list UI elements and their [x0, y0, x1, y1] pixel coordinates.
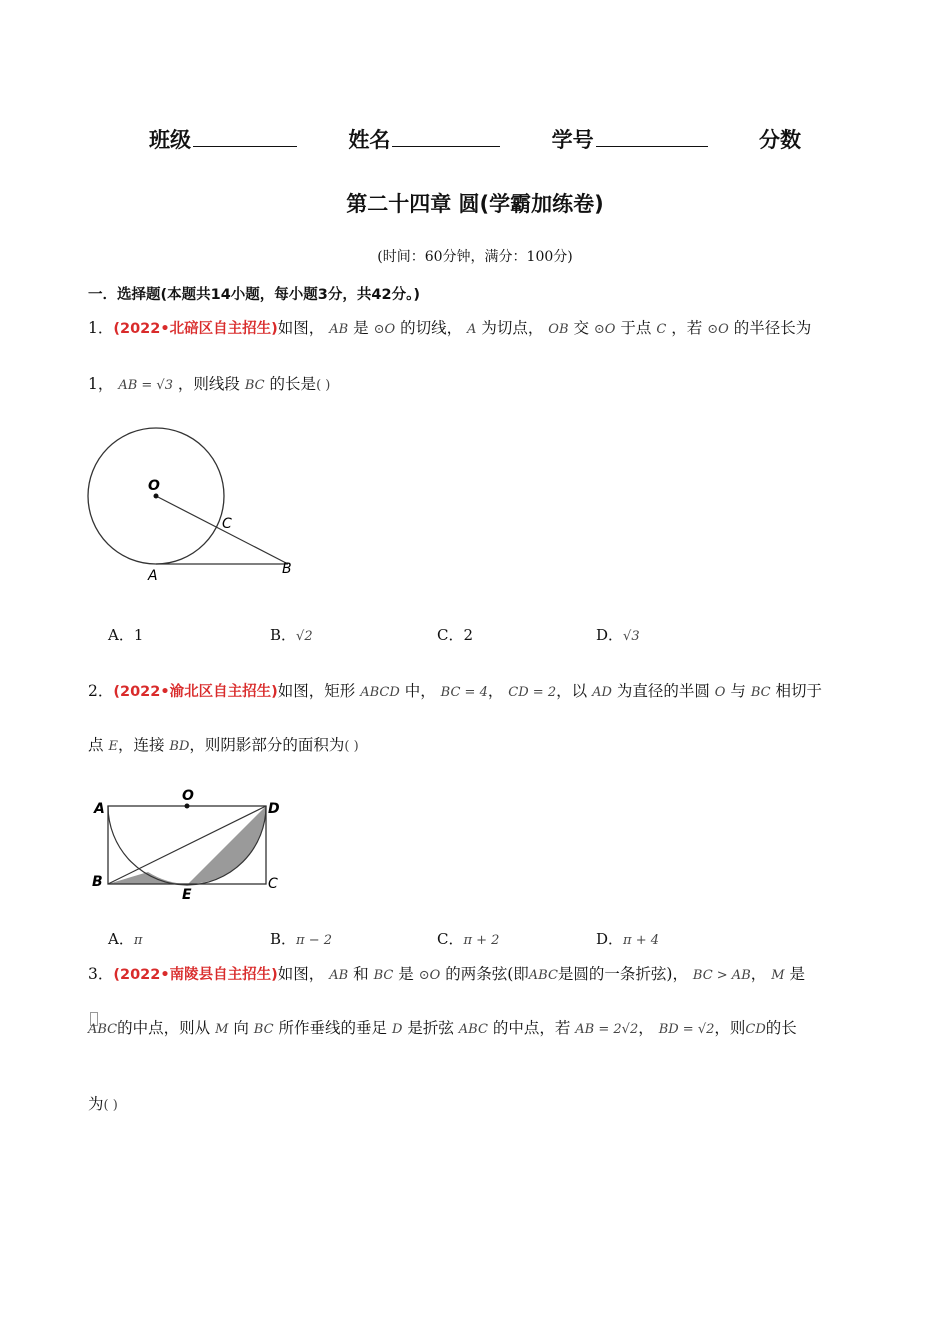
option-value: π + 4	[623, 933, 660, 948]
math-bc-gt-ab: BC > AB	[692, 968, 751, 983]
q2-text: ，	[487, 682, 504, 700]
q2-number: 2．	[88, 682, 114, 700]
q2-line-1	[88, 679, 822, 701]
math-d: D	[391, 1022, 403, 1037]
q2-text: 中，	[404, 682, 436, 700]
q1-option-d[interactable]	[596, 624, 640, 645]
label-a: A	[94, 801, 105, 817]
score-label: 分数	[758, 128, 801, 152]
center-dot	[185, 804, 190, 809]
q3-text: 的长	[765, 1019, 797, 1037]
math-abcd: ABCD	[360, 685, 400, 700]
class-blank	[193, 144, 297, 147]
option-label: C．	[437, 626, 464, 644]
number-blank	[596, 144, 708, 147]
math-cd: CD	[745, 1022, 766, 1037]
math-ad: AD	[592, 685, 612, 700]
option-value: π − 2	[296, 933, 333, 948]
q3-text: 的中点，若	[492, 1019, 571, 1037]
math-abc: ABC	[88, 1022, 118, 1037]
option-value: π	[133, 933, 143, 948]
math-e: E	[108, 739, 118, 754]
label-c: C	[268, 876, 278, 892]
math-bd: BD	[169, 739, 190, 754]
exam-meta: (时间：60分钟，满分：100分)	[377, 249, 573, 265]
q2-text: ，以	[556, 682, 588, 700]
q1-figure	[80, 420, 310, 590]
label-d: D	[268, 801, 280, 817]
q1-text: 的切线，	[400, 319, 463, 337]
option-label: A．	[108, 930, 134, 948]
math-bc: BC	[750, 685, 771, 700]
q3-text: 向	[233, 1019, 249, 1037]
math-o: O	[714, 685, 726, 700]
math-bc: BC	[244, 378, 265, 393]
q3-text: 和	[353, 965, 369, 983]
q3-text: 是圆的一条折弦)，	[557, 965, 688, 983]
q3-text: ，	[750, 965, 767, 983]
math-circle-o: ⊙O	[593, 322, 616, 337]
math-a: A	[467, 322, 477, 337]
q3-line-1	[88, 962, 805, 984]
q2-text: 如图，矩形	[277, 682, 356, 700]
q3-source: (2022•南陵县自主招生)	[113, 967, 278, 983]
q3-text: 是折弦	[407, 1019, 454, 1037]
option-value: √2	[296, 629, 313, 644]
q1-text: 如图，	[277, 319, 325, 337]
class-field[interactable]	[149, 128, 297, 152]
math-abc: ABC	[458, 1022, 488, 1037]
q3-text: ，	[638, 1019, 654, 1037]
option-label: B．	[270, 626, 297, 644]
q2-text: 点	[88, 736, 104, 754]
math-cd-eq: CD = 2	[508, 685, 557, 700]
option-value: √3	[623, 629, 640, 644]
math-ob: OB	[548, 322, 569, 337]
q2-text: ，则阴影部分的面积为	[189, 736, 345, 754]
math-circle-o: ⊙O	[373, 322, 396, 337]
q2-text: ，连接	[117, 736, 165, 754]
math-ab-eq: AB = √3	[118, 378, 173, 393]
q2-text: 相切于	[775, 682, 823, 700]
q3-number: 3．	[88, 965, 114, 983]
label-a: A	[148, 568, 158, 584]
math-bc: BC	[253, 1022, 274, 1037]
q1-text: 是	[353, 319, 369, 337]
option-value: 1	[133, 626, 144, 644]
q1-line-1	[88, 316, 811, 338]
q1-option-b[interactable]	[270, 624, 313, 645]
q1-option-a[interactable]	[108, 624, 143, 645]
q3-text: 如图，	[277, 965, 325, 983]
math-m: M	[771, 968, 785, 983]
label-c: C	[222, 516, 232, 532]
option-label: A．	[108, 626, 134, 644]
q1-text: 于点	[620, 319, 652, 337]
math-bd-eq: BD = √2	[658, 1022, 715, 1037]
q1-text: 为切点，	[481, 319, 544, 337]
q1-source: (2022•北碚区自主招生)	[113, 321, 278, 337]
q2-option-c[interactable]	[437, 928, 499, 949]
option-label: B．	[270, 930, 297, 948]
option-value: 2	[463, 626, 474, 644]
q1-text: 的长是	[269, 375, 317, 393]
math-c: C	[656, 322, 667, 337]
option-value: π + 2	[463, 933, 500, 948]
math-ab: AB	[329, 968, 349, 983]
option-label: D．	[596, 626, 624, 644]
option-label: D．	[596, 930, 624, 948]
name-label: 姓名	[348, 128, 391, 152]
math-ab: AB	[329, 322, 349, 337]
label-o: O	[182, 788, 194, 804]
option-label: C．	[437, 930, 464, 948]
score-field	[759, 128, 801, 152]
q1-text: ，则线段	[177, 375, 240, 393]
answer-blank[interactable]: ( )	[103, 1098, 118, 1113]
section-heading: 一．选择题(本题共14小题，每小题3分，共42分。)	[88, 287, 420, 303]
name-field[interactable]	[348, 128, 500, 152]
label-e: E	[182, 887, 192, 903]
q3-text: 是	[789, 965, 805, 983]
q3-text: 所作垂线的垂足	[278, 1019, 387, 1037]
shaded-segment-upper	[188, 806, 266, 884]
q2-figure	[86, 784, 296, 904]
math-ab-eq: AB = 2√2	[575, 1022, 639, 1037]
q2-option-a[interactable]	[108, 928, 142, 949]
math-circle-o: ⊙O	[418, 968, 441, 983]
q1-text: 1，	[88, 375, 114, 393]
q2-source: (2022•渝北区自主招生)	[113, 684, 278, 700]
math-m: M	[215, 1022, 229, 1037]
class-label: 班级	[149, 128, 192, 152]
q1-text: 交	[573, 319, 589, 337]
answer-blank[interactable]: ( )	[344, 739, 359, 754]
q2-line-2	[88, 733, 359, 755]
q2-text: 为直径的半圆	[616, 682, 710, 700]
math-abc: ABC	[528, 968, 558, 983]
q3-text: 的两条弦(即	[445, 965, 529, 983]
q1-text: 的半径长为	[733, 319, 812, 337]
q1-line-2	[88, 372, 330, 394]
q3-line-2	[88, 1016, 797, 1038]
label-b: B	[282, 561, 292, 577]
q1-number: 1．	[88, 319, 114, 337]
math-bc-eq: BC = 4	[440, 685, 488, 700]
math-bc: BC	[373, 968, 394, 983]
q3-text: ，则	[714, 1019, 746, 1037]
q3-line-3	[88, 1092, 118, 1114]
q3-text: 的中点，则从	[117, 1019, 211, 1037]
center-dot	[154, 494, 159, 499]
number-field[interactable]	[552, 128, 708, 152]
label-b: B	[92, 874, 103, 890]
q2-option-d[interactable]	[596, 928, 659, 949]
student-info-row	[0, 124, 950, 154]
name-blank	[392, 144, 500, 147]
number-label: 学号	[551, 128, 594, 152]
label-o: O	[148, 478, 160, 494]
q3-text: 是	[398, 965, 414, 983]
q1-text: ，若	[671, 319, 703, 337]
q2-option-b[interactable]	[270, 928, 332, 949]
answer-blank[interactable]: ( )	[316, 378, 331, 393]
q2-text: 与	[730, 682, 746, 700]
math-circle-o: ⊙O	[707, 322, 729, 337]
q3-text: 为	[88, 1095, 104, 1113]
q1-option-c[interactable]	[437, 624, 473, 645]
page-title: 第二十四章 圆(学霸加练卷)	[346, 192, 604, 216]
